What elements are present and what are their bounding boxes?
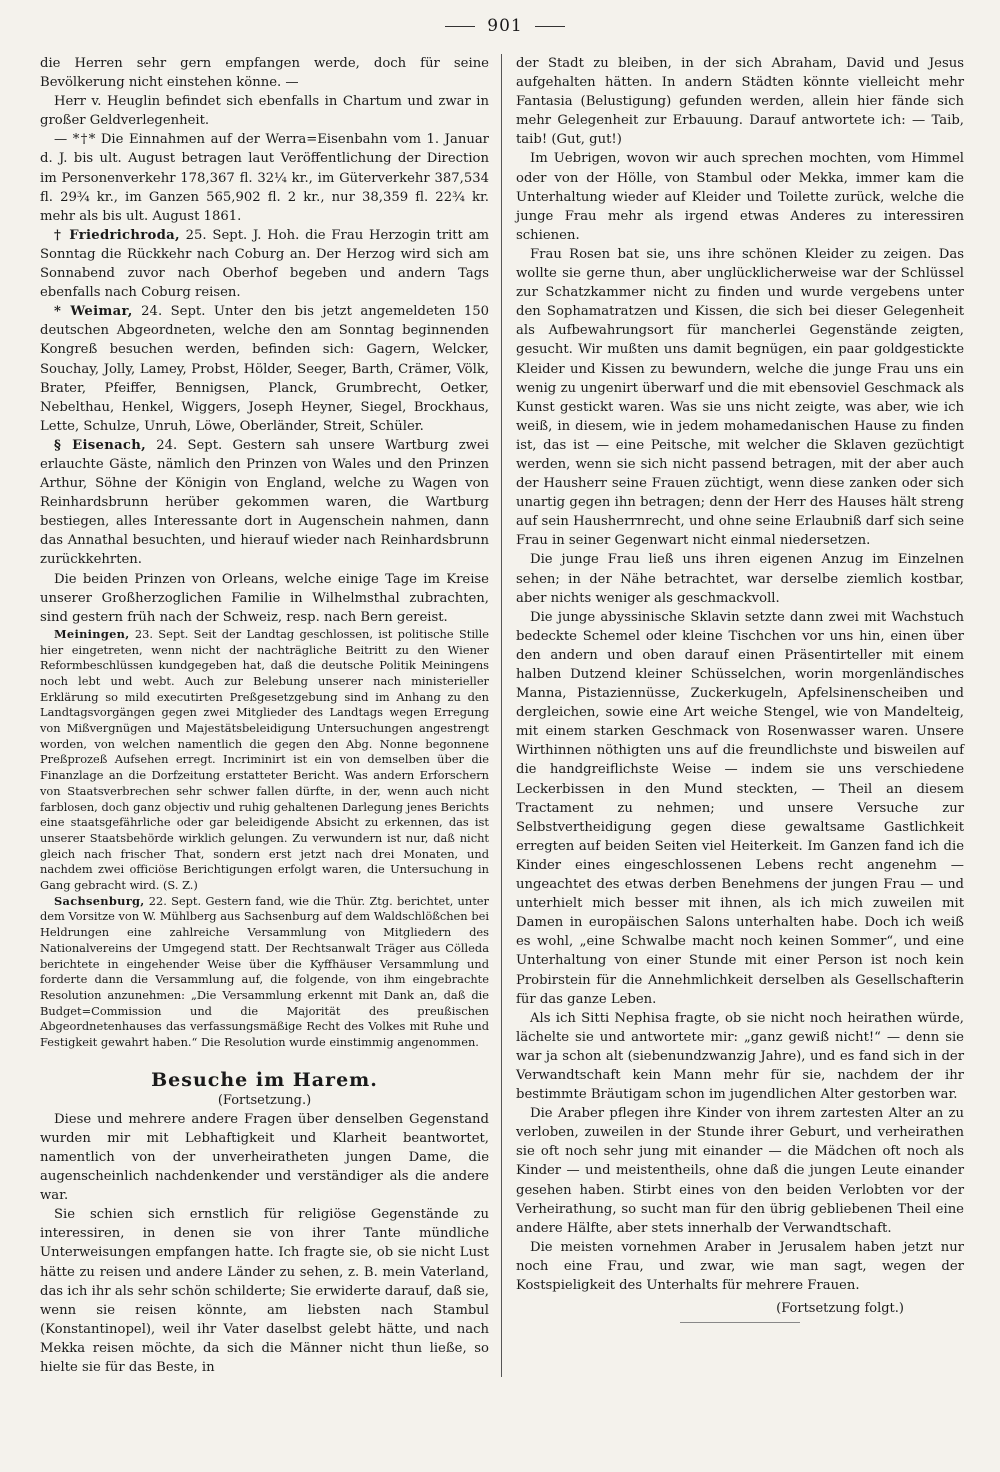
news-item-weimar: [40, 302, 489, 436]
section-title: Besuche im Harem.: [151, 1068, 378, 1091]
paragraph: Die junge Frau ließ uns ihren eigenen Anzug im Einzelnen sehen; in der Nähe betrachtet, war derselbe ziemlich kostbar, aber nichts weniger als geschmackvoll.: [516, 552, 964, 606]
place-name: § Eisenach,: [54, 437, 147, 453]
news-item-friedrichroda: [40, 226, 489, 302]
page-number: 901: [40, 16, 970, 36]
place-name: * Weimar,: [54, 304, 133, 320]
paragraph: Herr v. Heuglin befindet sich ebenfalls in Chartum und zwar in großer Geldverlegenheit.: [40, 94, 489, 129]
paragraph: — *†* Die Einnahmen auf der Werra=Eisenbahn vom 1. Januar d. J. bis ult. August betragen laut Veröffentlichung der Direction im Personenverkehr 178,367 fl. 32¼ kr., im Güterverkehr 387,534 fl. 29¾ kr., im Ganzen 565,902 fl. 2 kr., nur 38,359 fl. 22¾ kr. mehr als bis ult. August 1861.: [40, 132, 489, 224]
paragraph: Die beiden Prinzen von Orleans, welche einige Tage im Kreise unserer Großherzoglichen Familie in Wilhelmsthal zubrachten, sind gestern früh nach der Schweiz, resp. nach Bern gereist.: [40, 571, 489, 625]
paragraph: Die meisten vornehmen Araber in Jerusalem haben jetzt nur noch eine Frau, und zwar, wie man sagt, wegen der Kostspieligkeit des Unterhalts für mehrere Frauen.: [516, 1239, 964, 1293]
continuation-note: (Fortsetzung folgt.): [776, 1301, 904, 1317]
news-text: 25. Sept. J. Hoh. die Frau Herzogin tritt am Sonntag die Rückkehr nach Coburg an. Der Herzog wird sich am Sonnabend zuvor nach Oberhof begeben und andern Tags ebenfalls nach Coburg reisen.: [40, 227, 489, 301]
columns: [40, 54, 970, 1377]
paragraph: die Herren sehr gern empfangen werde, doch für seine Bevölkerung nicht einstehen könne. —: [40, 56, 489, 91]
news-item-eisenach: [40, 436, 489, 570]
paragraph: der Stadt zu bleiben, in der sich Abraham, David und Jesus aufgehalten hätten. In andern Städten könnte vielleicht mehr Fantasia (Belustigung) gefunden werden, allein hier fände sich mehr Gelegenheit zur Erbauung. Darauf antwortete ich: — Taib, taib! (Gut, gut!): [516, 56, 964, 148]
divider: [680, 1322, 800, 1323]
page-header: [40, 14, 970, 54]
news-text: 23. Sept. Seit der Landtag geschlossen, ist politische Stille hier eingetreten, wenn nicht der nachträgliche Beitritt zu den Wiener Reformbeschlüssen kundgegeben hat, daß die deutsche Politik Meiningens noch lebt und webt. Auch zur Belebung unserer nach ministerieller Erklärung so mild executirten Preßgesetzgebung sind im Anhang zu den Landtagsvorgängen gegen zwei Mitglieder des Landtags wegen Erregung von Mißvergnügen und Majestätsbeleidigung Untersuchungen angestrengt worden, von welchen namentlich die gegen den Abg. Nonne begonnene Preßprozeß Aufsehen erregt. Incriminirt ist ein von demselben über die Finanzlage an die Dorfzeitung erstatteter Bericht. Was andern Erforschern von Staatsverbrechen sehr schwer fallen dürfte, in der, wenn auch nicht farblosen, doch ganz objectiv und ruhig gehaltenen Darlegung jenes Berichts eine staatsgefährliche oder gar beleidigende Absicht zu erkennen, das ist unserer Staatsbehörde wirklich gelungen. Zu verwundern ist nur, daß nicht gleich nach frischer That, sondern erst jetzt nach drei Monaten, und nachdem zwei officiöse Berichtigungen erfolgt waren, die Untersuchung in Gang gebracht wird. (S. Z.): [40, 626, 489, 893]
paragraph: Die Araber pflegen ihre Kinder von ihrem zartesten Alter an zu verloben, zuweilen in der Stunde ihrer Geburt, und verheirathen sie oft noch sehr jung mit einander — die Mädchen oft noch als Kinder — und meistentheils, ohne daß die jungen Leute einander gesehen haben. Stirbt eines von den beiden Verlobten vor der Verheirathung, so sucht man für den übrig gebliebenen Theil eine andere Hälfte, aber stets innerhalb der Verwandtschaft.: [516, 1106, 964, 1236]
news-item-sachsenburg: [40, 894, 489, 1051]
paragraph: Als ich Sitti Nephisa fragte, ob sie nicht noch heirathen würde, lächelte sie und antwortete mir: „ganz gewiß nicht!“ — denn sie war ja schon alt (siebenundzwanzig Jahre), und es fand sich in der Verwandtschaft kein Mann mehr für sie, nachdem der ihr bestimmte Bräutigam schon im jugendlichen Alter gestorben war.: [516, 1010, 964, 1103]
left-column: [40, 54, 502, 1377]
paragraph: Im Uebrigen, wovon wir auch sprechen mochten, vom Himmel oder von der Hölle, von Stambul oder Mekka, immer kam die Unterhaltung wieder auf Kleider und Toilette zurück, welche die junge Frau mehr als irgend etwas Anderes zu interessiren schienen.: [516, 151, 964, 243]
news-text: 24. Sept. Gestern sah unsere Wartburg zwei erlauchte Gäste, nämlich den Prinzen von Wales und den Prinzen Arthur, Söhne der Königin von England, welche zu Wagen von Reinhardsbrunn herüber gekommen waren, die Wartburg bestiegen, alles Interessante dort in Augenschein nahmen, dann das Annathal besuchten, und hierauf wieder nach Reinhardsbrunn zurückkehrten.: [40, 437, 489, 568]
news-text: 22. Sept. Gestern fand, wie die Thür. Ztg. berichtet, unter dem Vorsitze von W. Mühlberg aus Sachsenburg auf dem Waldschlößchen bei Heldrungen eine zahlreiche Versammlung von Mitgliedern des Nationalvereins der Umgegend statt. Der Rechtsanwalt Träger aus Cölleda berichtete in eingehender Weise über die Kyffhäuser Versammlung und forderte dann die Versammlung auf, die folgende, von ihm eingebrachte Resolution anzunehmen: „Die Versammlung erkennt mit Dank an, daß die Budget=Commission und die Majorität des preußischen Abgeordnetenhauses das verfassungsmäßige Recht des Volkes mit Ruhe und Festigkeit gewahrt haben.“ Die Resolution wurde einstimmig angenommen.: [40, 893, 489, 1050]
paragraph: Die junge abyssinische Sklavin setzte dann zwei mit Wachstuch bedeckte Schemel oder kleine Tischchen vor uns hin, einen über den andern und oben darauf einen Präsentirteller mit einem halben Dutzend kleiner Schüsselchen, worin morgenländisches Manna, Pistaziennüsse, Zuckerkugeln, Apfelsinenscheiben und dergleichen, sowie eine Art weiche Stengel, wie von Mandelteig, mit einem starken Geschmack von Rosenwasser waren. Unsere Wirthinnen nöthigten uns auf die freundlichste und bisweilen auf die handgreiflichste Weise — indem sie uns verschiedene Leckerbissen in den Mund steckten, — Theil an diesem Tractament zu nehmen; und unsere Versuche zur Selbstvertheidigung gegen diese gewaltsame Gastlichkeit erregten auf beiden Seiten viel Heiterkeit. Im Ganzen fand ich die Kinder eines eingeschlossenen Lebens recht angenehm — ungeachtet des etwas derben Benehmens der jungen Frau — und unterhielt mich besser mit ihnen, als ich mich zuweilen mit Damen in europäischen Salons unterhalten habe. Doch ich weiß es wohl, „eine Schwalbe macht noch keinen Sommer“, und eine Unterhaltung von einer Stunde mit einer Person ist noch kein Probirstein für die Annehmlichkeit derselben als Gesellschafterin für das ganze Leben.: [516, 609, 964, 1007]
news-item-meiningen: [40, 627, 489, 894]
small-print-block: [40, 627, 489, 1051]
place-name: Meiningen,: [54, 626, 130, 641]
paragraph: Frau Rosen bat sie, uns ihre schönen Kleider zu zeigen. Das wollte sie gerne thun, aber unglücklicherweise war der Schlüssel zur Schatzkammer nicht zu finden und wurde vergebens unter den Sophamatratzen und Kissen, die sich bei dieser Gelegenheit als Aufbewahrungsort für mancherlei Gegenstände zeigten, gesucht. Wir mußten uns damit begnügen, ein paar goldgestickte Kleider und Kissen zu bewundern, welche die junge Frau uns ein wenig zu ungenirt überwarf und die mit ebensoviel Geschmack als Kunst gestickt waren. Was sie uns nicht zeigte, was aber, wie ich weiß, in diesem, wie in jedem mohamedanischen Hause zu finden ist, das ist — eine Peitsche, mit welcher die Sklaven gezüchtigt werden, wenn sie sich nicht passend betragen, mit der aber auch der Hausherr seine Frauen züchtigt, wenn diese zanken oder sich unartig gegen ihn betragen; denn der Herr des Hauses hält streng auf sein Hausherrnrecht, und ohne seine Erlaubniß darf sich seine Frau in seiner Gegenwart nicht einmal niedersetzen.: [516, 246, 964, 549]
paragraph: Sie schien sich ernstlich für religiöse Gegenstände zu interessiren, in denen sie von ihrer Tante mündliche Unterweisungen empfangen hatte. Ich fragte sie, ob sie nicht Lust hätte zu reisen und andere Länder zu sehen, z. B. mein Vaterland, das ich ihr als sehr schön schilderte; Sie erwiderte darauf, daß sie, wenn sie reisen könnte, am liebsten nach Stambul (Konstantinopel), weil ihr Vater daselbst gelebt hätte, und nach Mekka reisen möchte, da sich die Männer nicht thun ließe, so hielte sie für das Beste, in: [40, 1207, 489, 1376]
place-name: Sachsenburg,: [54, 893, 145, 908]
section-subtitle: (Fortsetzung.): [217, 1092, 312, 1108]
news-text: 24. Sept. Unter den bis jetzt angemeldeten 150 deutschen Abgeordneten, welche den am Sonntag beginnenden Kongreß besuchen werden, befinden sich: Gagern, Welcker, Souchay, Jolly, Lamey, Probst, Hölder, Seeger, Barth, Crämer, Völk, Brater, Pfeiffer, Bennigsen, Planck, Grumbrecht, Oetker, Nebelthau, Henkel, Wiggers, Joseph Heyner, Siegel, Brockhaus, Lette, Schulze, Unruh, Löwe, Oberländer, Streit, Schüler.: [40, 304, 489, 434]
place-name: † Friedrichroda,: [54, 227, 180, 243]
right-column: [502, 54, 964, 1377]
paragraph: Diese und mehrere andere Fragen über denselben Gegenstand wurden mir mit Lebhaftigkeit und Klarheit beantwortet, namentlich von der unverheiratheten jungen Dame, die augenscheinlich nachdenkender und verständiger als die andere war.: [40, 1111, 489, 1204]
